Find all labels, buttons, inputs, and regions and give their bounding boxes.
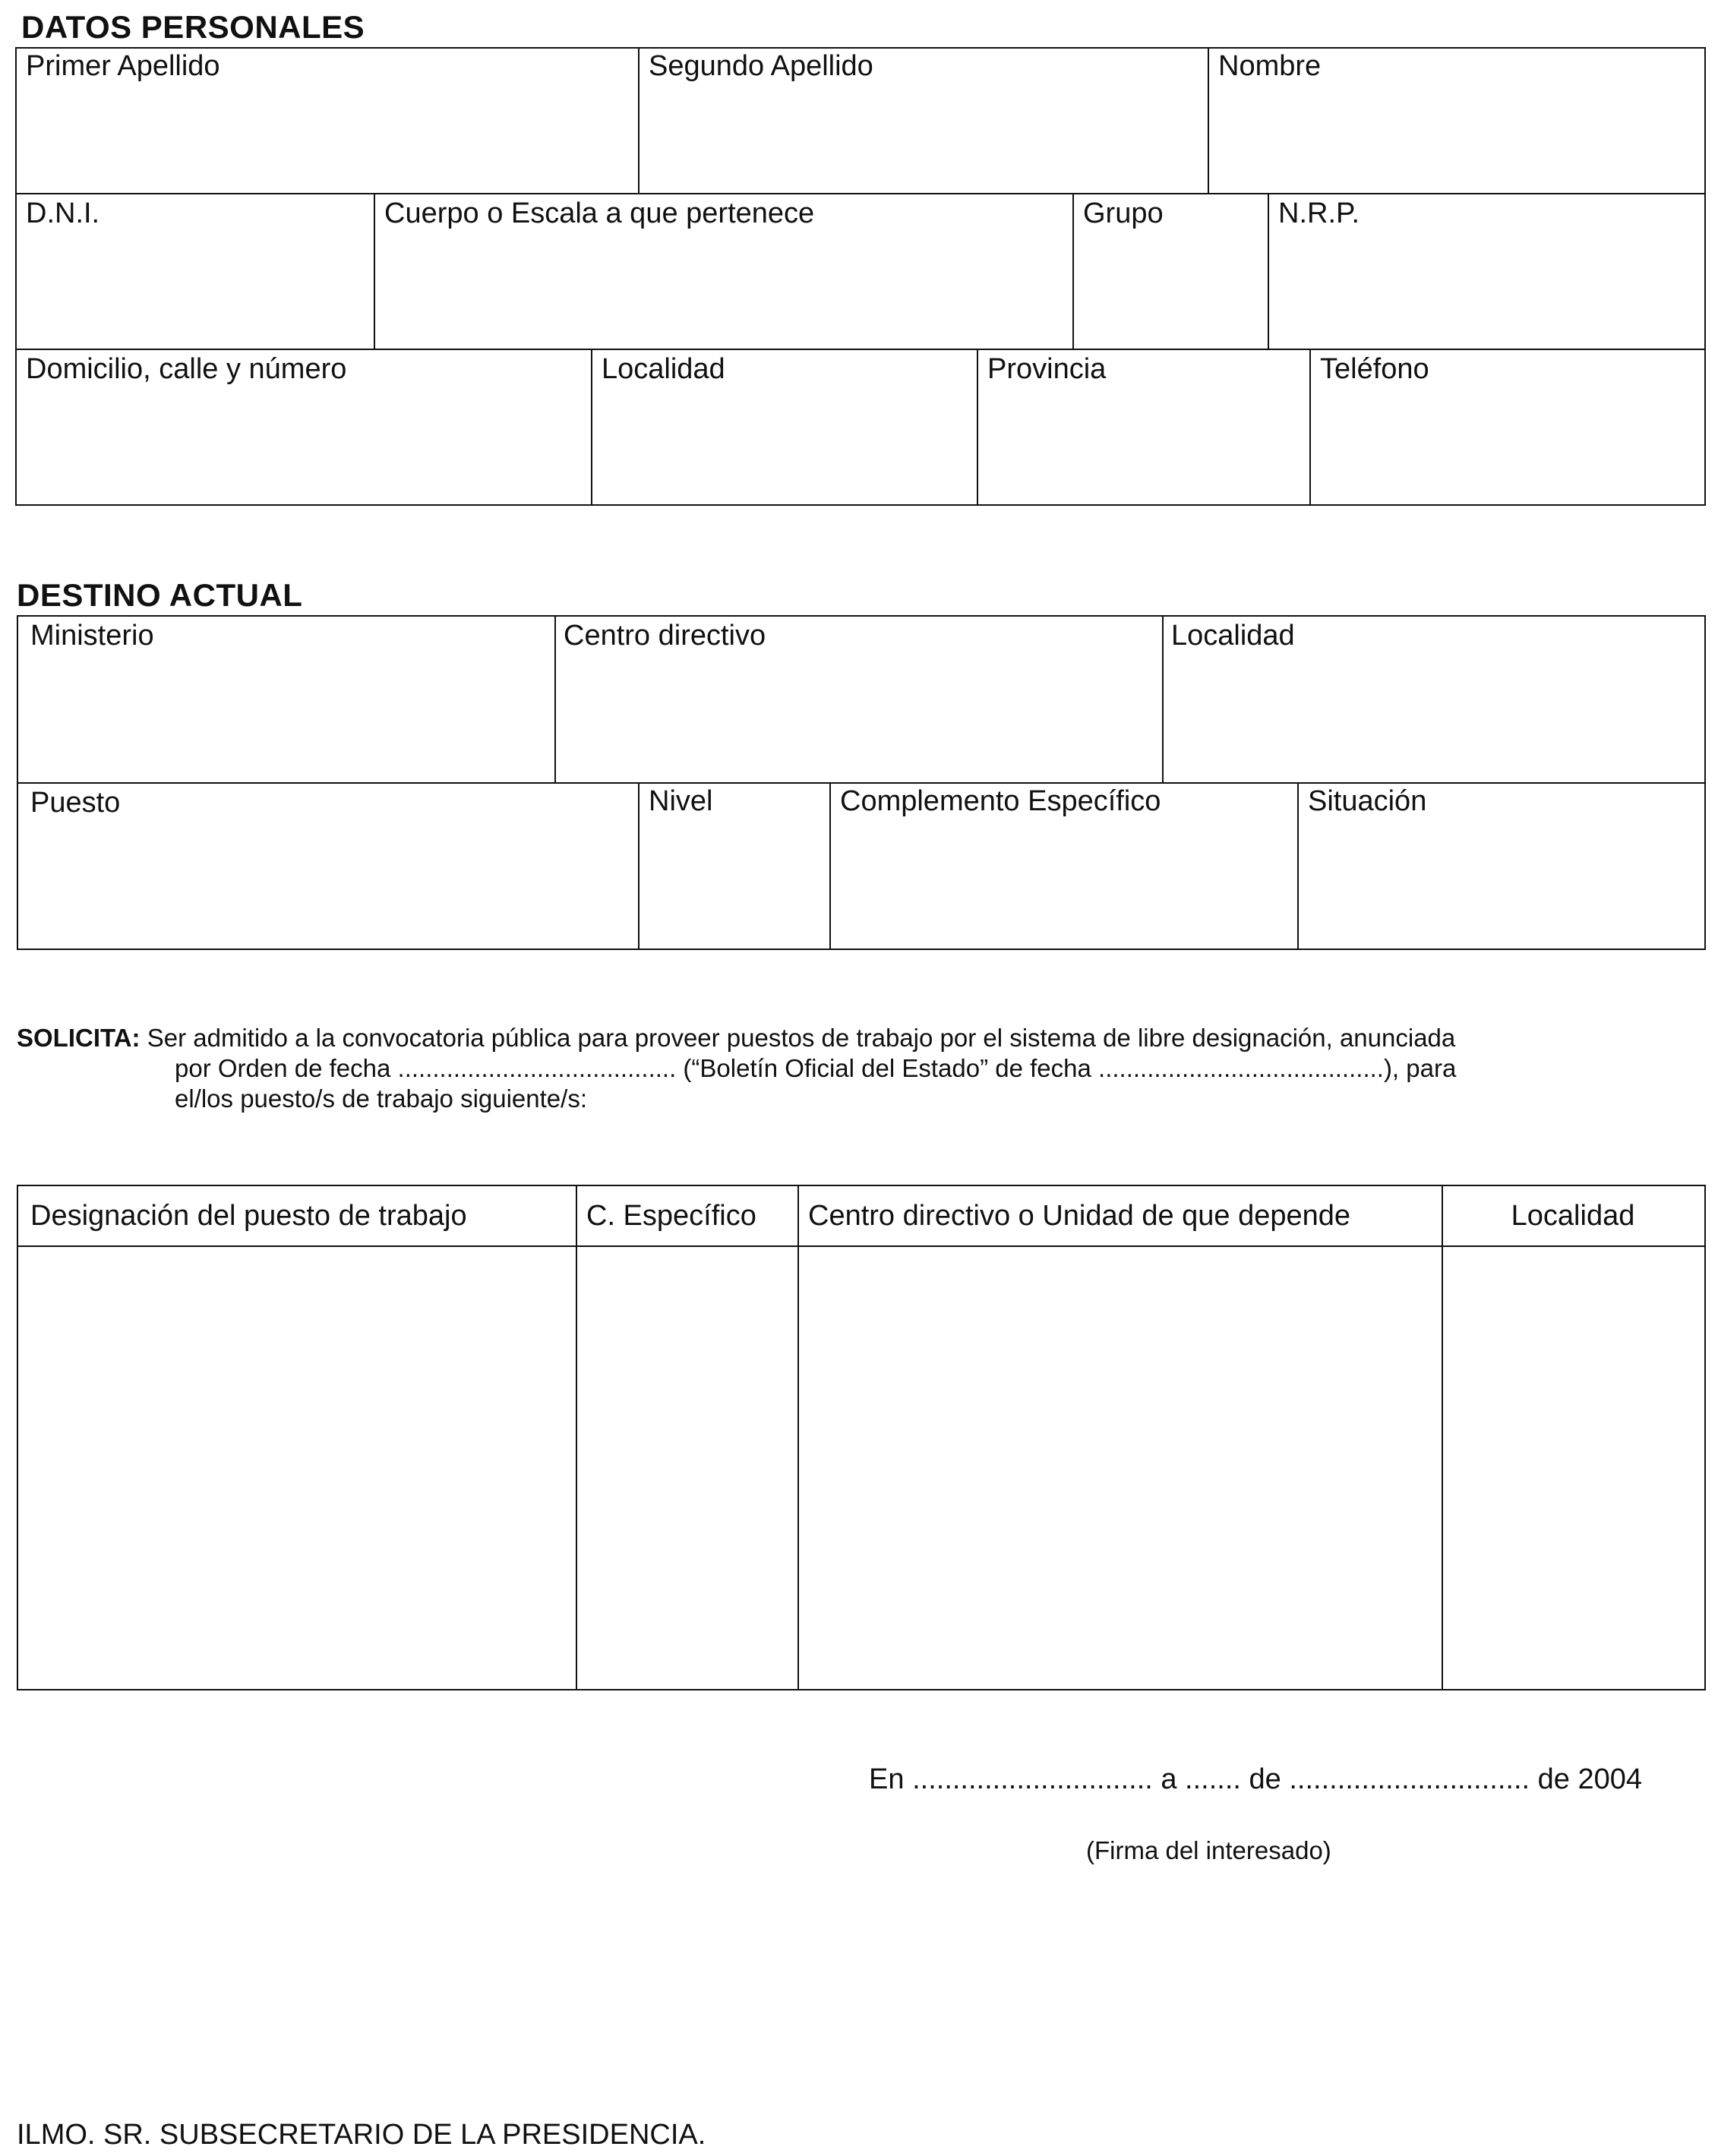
- field-domicilio[interactable]: Domicilio, calle y número: [26, 353, 347, 385]
- cell-divider: [1297, 782, 1299, 949]
- field-segundo-apellido[interactable]: Segundo Apellido: [649, 50, 873, 82]
- puestos-table: [17, 1185, 1706, 1690]
- solicita-label: SOLICITA:: [17, 1024, 141, 1052]
- solicita-text-1: Ser admitido a la convocatoria pública para proveer puestos de trabajo por el sistema de libre designación, anunciada: [147, 1024, 1456, 1052]
- row-divider: [17, 349, 1704, 350]
- table-header-designacion: Designación del puesto de trabajo: [30, 1200, 467, 1232]
- solicita-line-3: el/los puesto/s de trabajo siguiente/s:: [175, 1084, 588, 1113]
- field-nombre[interactable]: Nombre: [1218, 50, 1322, 82]
- firma-label: (Firma del interesado): [1086, 1836, 1331, 1864]
- cell-divider: [1442, 1186, 1443, 1689]
- table-header-divider: [18, 1245, 1704, 1247]
- section-heading-destino-actual: DESTINO ACTUAL: [17, 577, 303, 613]
- cell-divider: [638, 49, 640, 193]
- cell-divider: [829, 782, 831, 949]
- destinatario: ILMO. SR. SUBSECRETARIO DE LA PRESIDENCIA.: [17, 2119, 706, 2151]
- section-heading-datos-personales: DATOS PERSONALES: [21, 9, 365, 45]
- cell-divider: [1072, 193, 1074, 349]
- field-situacion[interactable]: Situación: [1308, 785, 1427, 817]
- cell-divider: [797, 1186, 799, 1689]
- field-nivel[interactable]: Nivel: [649, 785, 713, 817]
- table-header-centro-directivo: Centro directivo o Unidad de que depende: [808, 1200, 1351, 1232]
- field-localidad-destino[interactable]: Localidad: [1171, 620, 1295, 652]
- row-divider: [18, 782, 1704, 784]
- cell-divider: [1162, 617, 1164, 782]
- field-primer-apellido[interactable]: Primer Apellido: [26, 50, 220, 82]
- solicita-line-2: por Orden de fecha ........................................ (“Boletín Oficial del Estado” de fecha .........................................), para: [175, 1054, 1457, 1082]
- field-complemento-especifico[interactable]: Complemento Específico: [840, 785, 1161, 817]
- field-localidad[interactable]: Localidad: [602, 353, 725, 385]
- cell-divider: [1208, 49, 1209, 193]
- cell-divider: [1309, 349, 1311, 504]
- cell-divider: [977, 349, 978, 504]
- cell-divider: [591, 349, 592, 504]
- field-puesto[interactable]: Puesto: [30, 787, 121, 819]
- cell-divider: [374, 193, 375, 349]
- field-nrp[interactable]: N.R.P.: [1278, 197, 1360, 229]
- destino-actual-form: [17, 615, 1706, 950]
- field-ministerio[interactable]: Ministerio: [30, 620, 154, 652]
- cell-divider: [1268, 193, 1269, 349]
- field-centro-directivo[interactable]: Centro directivo: [564, 620, 766, 652]
- row-divider: [17, 193, 1704, 194]
- cell-divider: [638, 782, 640, 949]
- field-dni[interactable]: D.N.I.: [26, 197, 100, 229]
- field-cuerpo-escala[interactable]: Cuerpo o Escala a que pertenece: [384, 197, 815, 229]
- field-telefono[interactable]: Teléfono: [1320, 353, 1429, 385]
- cell-divider: [554, 617, 556, 782]
- datos-personales-form: [15, 47, 1706, 506]
- fecha-line: En .............................. a ....... de .............................. de 2004: [869, 1763, 1642, 1795]
- table-header-c-especifico: C. Específico: [586, 1200, 756, 1232]
- table-header-localidad: Localidad: [1511, 1200, 1635, 1232]
- cell-divider: [576, 1186, 577, 1689]
- field-grupo[interactable]: Grupo: [1083, 197, 1164, 229]
- field-provincia[interactable]: Provincia: [987, 353, 1107, 385]
